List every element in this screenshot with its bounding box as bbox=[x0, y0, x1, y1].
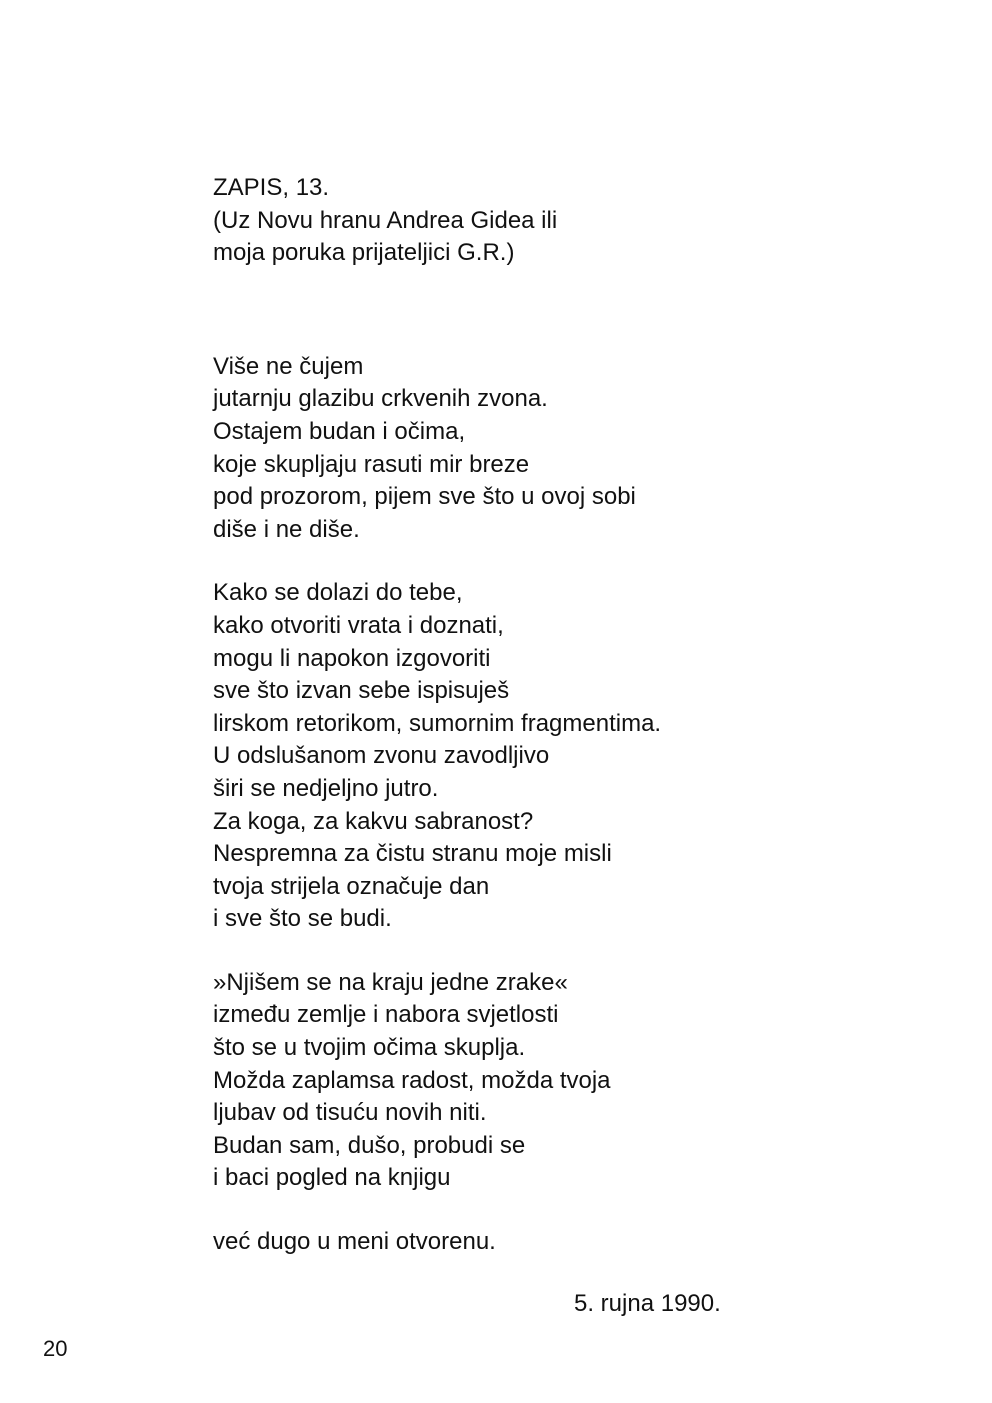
poem-title-line: ZAPIS, 13. bbox=[213, 174, 330, 201]
poem-title bbox=[213, 172, 773, 270]
verse-line: U odslušanom zvonu zavodljivo bbox=[213, 742, 550, 770]
stanza-3 bbox=[213, 967, 773, 1195]
poem-date: 5. rujna 1990. bbox=[574, 1290, 721, 1317]
verse-line: Za koga, za kakvu sabranost? bbox=[213, 807, 534, 835]
verse-line: »Njišem se na kraju jedne zrake« bbox=[213, 968, 568, 996]
stanza-1 bbox=[213, 351, 773, 547]
verse-line: Ostajem budan i očima, bbox=[213, 417, 466, 445]
verse-line: lirskom retorikom, sumornim fragmentima. bbox=[213, 709, 662, 737]
verse-line: jutarnju glazibu crkvenih zvona. bbox=[213, 385, 548, 413]
verse-line: ljubav od tisuću novih niti. bbox=[213, 1099, 487, 1127]
verse-line: diše i ne diše. bbox=[213, 515, 360, 543]
verse-line: i baci pogled na knjigu bbox=[213, 1164, 451, 1192]
verse-line: sve što izvan sebe ispisuješ bbox=[213, 677, 510, 705]
verse-line: Više ne čujem bbox=[213, 352, 364, 380]
verse-line: između zemlje i nabora svjetlosti bbox=[213, 1001, 559, 1029]
verse-line: već dugo u meni otvorenu. bbox=[213, 1228, 496, 1256]
verse-line: Nespremna za čistu stranu moje misli bbox=[213, 840, 612, 868]
poem-subtitle-line: (Uz Novu hranu Andrea Gidea ili bbox=[213, 206, 558, 234]
stanza-2 bbox=[213, 577, 773, 936]
verse-line: koje skupljaju rasuti mir breze bbox=[213, 450, 530, 478]
verse-line: i sve što se budi. bbox=[213, 905, 392, 933]
verse-line: širi se nedjeljno jutro. bbox=[213, 774, 439, 802]
poem bbox=[213, 172, 773, 1259]
verse-line: Možda zaplamsa radost, možda tvoja bbox=[213, 1066, 611, 1094]
page-number: 20 bbox=[43, 1336, 68, 1361]
verse-line: Kako se dolazi do tebe, bbox=[213, 579, 463, 607]
verse-line: pod prozorom, pijem sve što u ovoj sobi bbox=[213, 483, 636, 511]
verse-line: Budan sam, dušo, probudi se bbox=[213, 1131, 526, 1159]
verse-line: kako otvoriti vrata i doznati, bbox=[213, 611, 504, 639]
stanza-4 bbox=[213, 1226, 773, 1259]
verse-line: tvoja strijela označuje dan bbox=[213, 872, 490, 900]
verse-line: mogu li napokon izgovoriti bbox=[213, 644, 491, 672]
poem-subtitle-line: moja poruka prijateljici G.R.) bbox=[213, 239, 515, 267]
verse-line: što se u tvojim očima skuplja. bbox=[213, 1034, 526, 1062]
